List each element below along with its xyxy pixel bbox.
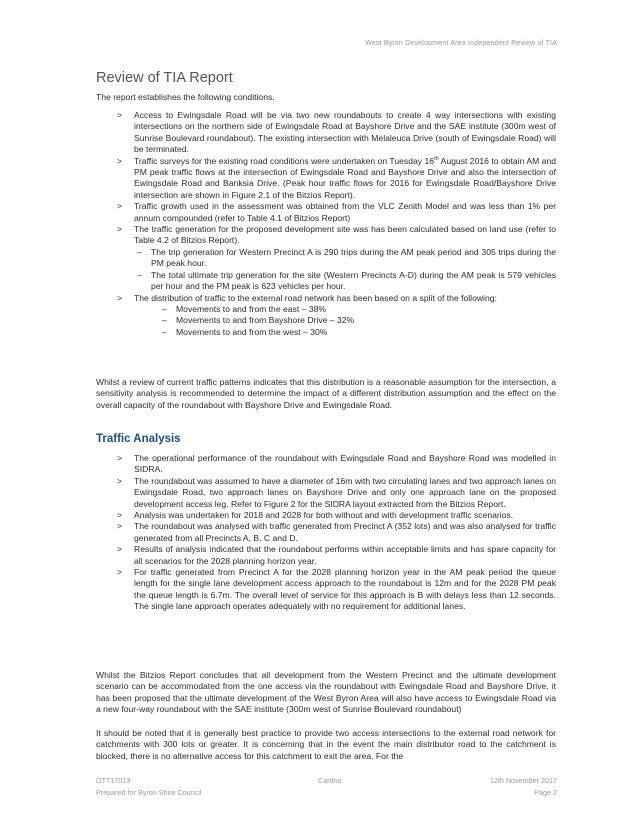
footer-doc-ref: OTT17013 (96, 776, 131, 785)
list-item (117, 156, 556, 202)
intro-text: The report establishes the following conditions. (96, 92, 275, 102)
list-item: > Traffic growth used in the assessment was obtained from the VLC Zenith Model and was less than 1% per annum compounded (refer to Table 4.1 of Bitzios Report) (117, 201, 556, 224)
running-header: West Byron Development Area Independent Review of TIA (364, 38, 557, 47)
footer-date: 12th November 2017 (489, 776, 557, 785)
sub-list (134, 304, 556, 338)
analysis-list (117, 453, 556, 613)
section-title-traffic-analysis: Traffic Analysis (96, 433, 181, 445)
body-paragraph: It should be noted that it is generally best practice to provide two access intersections to the external road network for catchments with 300 lots or greater. It is concerning that in the event the main distributor road to the catchment is blocked, there is no alternative access for this catchment to exit the area. For the (96, 728, 556, 761)
sub-list (134, 247, 556, 293)
sub-list-item: – Movements to and from Bayshore Drive – 32% (159, 315, 556, 326)
list-item-text: August 2016 to obtain AM and PM peak traffic flows at the intersection of Ewingsdale Road and Bayshore Drive and also the intersection of Ewingsdale Road and Banksia Drive. (Peak hour traffic flows for 2016 for Ewingsdale Road/Bayshore Drive intersection are shown in Figure 2.1 of the Bitzios Report). (134, 155, 557, 200)
footer-company: Cardno (318, 776, 342, 785)
sub-list-item: – Movements to and from the east – 38% (159, 304, 556, 315)
sub-list-item: – Movements to and from the west – 30% (159, 327, 556, 338)
list-item (117, 224, 556, 292)
footer-page-number: Page 2 (534, 788, 557, 797)
list-item: > Access to Ewingsdale Road will be via two new roundabouts to create 4 way intersections with existing intersections on the northern side of Ewingsdale Road at Bayshore Drive and the SAE institute (300m west of Sunrise Boulevard roundabout). The existing intersection with Melaleuca Drive (south of Ewingsdale Road) will be terminated. (117, 110, 556, 156)
list-item: > Results of analysis indicated that the roundabout performs within acceptable limits and has spare capacity for all scenarios for the 2028 planning horizon year. (117, 544, 556, 567)
list-item-text: The distribution of traffic to the external road network has been based on a split of the following: (134, 292, 497, 303)
superscript: th (434, 155, 439, 162)
list-item-text: Traffic surveys for the existing road conditions were undertaken on Tuesday 16 (134, 155, 435, 166)
list-item: > Analysis was undertaken for 2018 and 2028 for both without and with development traffic scenarios. (117, 510, 556, 521)
closing-paragraph: Whilst a review of current traffic patterns indicates that this distribution is a reasonable assumption for the intersection, a sensitivity analysis is recommended to determine the impact of a different distribution assumption and the effect on the overall capacity of the roundabout with Bayshore Drive and Ewingsdale Road. (96, 377, 556, 410)
list-item (117, 293, 556, 339)
list-item: > The operational performance of the roundabout with Ewingsdale Road and Bayshore Road was modelled in SIDRA. (117, 453, 556, 476)
footer-prepared-for: Prepared for Byron Shire Council (96, 788, 202, 797)
sub-list-item: – The trip generation for Western Precinct A is 290 trips during the AM peak period and 305 trips during the PM peak hour. (134, 247, 556, 270)
body-paragraph: Whilst the Bitzios Report concludes that all development from the Western Precinct and the ultimate development scenario can be accommodated from the one access via the roundabout with Ewingsdale Road and Bayshore Drive, it has been proposed that the ultimate development of the West Byron Area will also have access to Ewingsdale Road via a new four-way roundabout with the SAE institute (300m west of Sunrise Boulevard roundabout) (96, 670, 556, 715)
list-item: > For traffic generated from Precinct A for the 2028 planning horizon year in the AM peak period the queue length for the single lane development access approach to the roundabout is 12m and for the 2028 PM peak the queue length is 6.7m. The overall level of service for this approach is B with delays less than 12 seconds. The single lane approach operates adequately with no requirement for additional lanes. (117, 567, 556, 613)
list-item-text: The traffic generation for the proposed development site was has been calculated based on land use (refer to Table 4.2 of Bitzios Report). (134, 224, 556, 246)
list-item: > The roundabout was analysed with traffic generated from Precinct A (352 lots) and was also analysed for traffic generated from all Precincts A, B, C and D. (117, 521, 556, 544)
section-title-review: Review of TIA Report (96, 70, 233, 86)
list-item: > The roundabout was assumed to have a diameter of 16m with two circulating lanes and two approach lanes on Ewingsdale Road, two approach lanes on Bayshore Drive and only one approach lane on the proposed development access leg. Refer to Figure 2 for the SIDRA layout extracted from the Bitzios Report. (117, 476, 556, 510)
conditions-list (117, 110, 556, 338)
sub-list-item: – The total ultimate trip generation for the site (Western Precincts A-D) during the AM peak is 579 vehicles per hour and the PM peak is 623 vehicles per hour. (134, 270, 556, 293)
